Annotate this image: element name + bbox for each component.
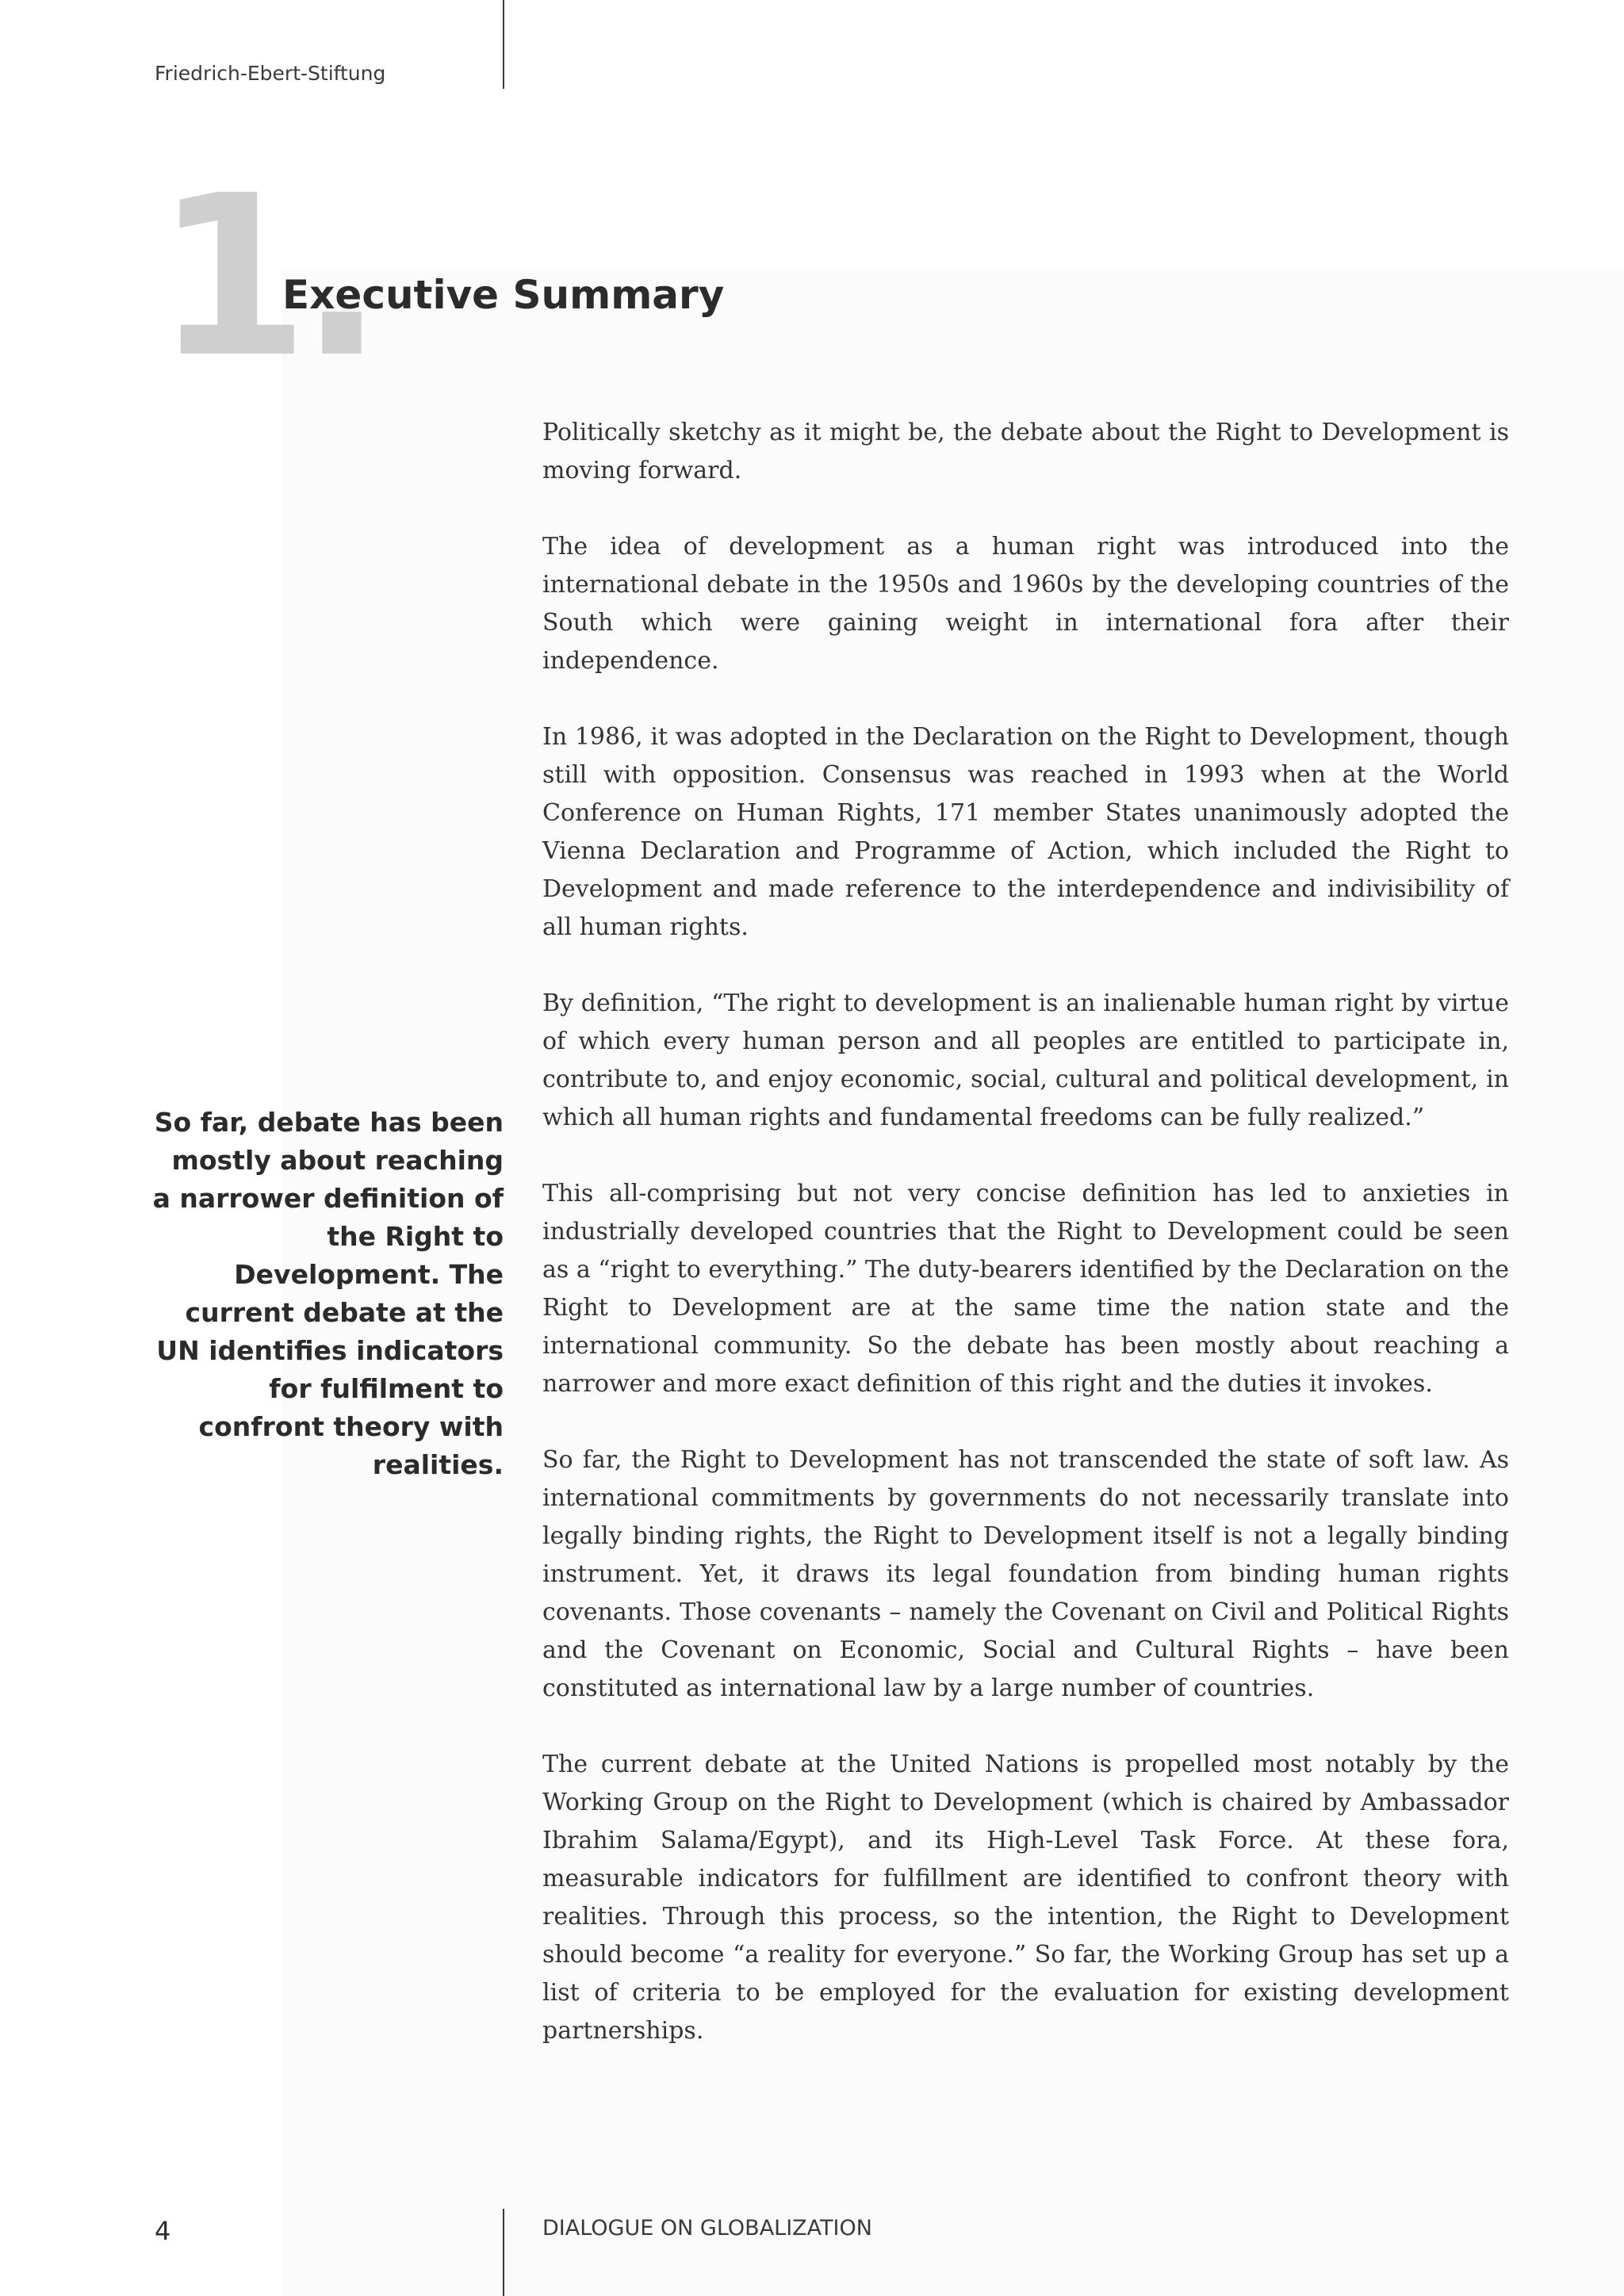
footer-series-title: DIALOGUE ON GLOBALIZATION xyxy=(542,2216,872,2241)
body-text xyxy=(542,414,1509,2088)
paragraph: Politically sketchy as it might be, the debate about the Right to Development is moving forward. xyxy=(542,419,1509,484)
page-number: 4 xyxy=(155,2216,171,2246)
footer-divider xyxy=(503,2209,504,2296)
paragraph: In 1986, it was adopted in the Declaration on the Right to Development, though still with opposition. Consensus was reached in 1993 when at the World Conference on Human Rights, 171 member States unanimously adopted the Vienna Declaration and Programme of Action, which included the Right to Development and made reference to the interdependence and indivisibility of all human rights. xyxy=(542,723,1509,941)
header-brand: Friedrich-Ebert-Stiftung xyxy=(155,62,386,85)
sidebar-pull-quote: So far, debate has been mostly about reaching a narrower definition of the Right to Development. The current debate at the UN identifies indicators for fulfilment to confront theory with realities. xyxy=(152,1107,504,1480)
chapter-number: 1. xyxy=(155,148,375,407)
chapter-title: Executive Summary xyxy=(282,272,725,318)
paragraph: So far, the Right to Development has not transcended the state of soft law. As international commitments by governments do not necessarily translate into legally binding rights, the Right to Development itself is not a legally binding instrument. Yet, it draws its legal foundation from binding human rights covenants. Those covenants – namely the Covenant on Civil and Political Rights and the Covenant on Economic, Social and Cultural Rights – have been constituted as international law by a large number of countries. xyxy=(542,1446,1509,1702)
paragraph: The idea of development as a human right was introduced into the international debate in the 1950s and 1960s by the developing countries of the South which were gaining weight in international fora after their independence. xyxy=(542,533,1509,675)
header-divider xyxy=(503,0,504,89)
paragraph: This all-comprising but not very concise definition has led to anxieties in industrially developed countries that the Right to Development could be seen as a “right to everything.” The duty-bearers identified by the Declaration on the Right to Development are at the same time the nation state and the international community. So the debate has been mostly about reaching a narrower and more exact definition of this right and the duties it invokes. xyxy=(542,1180,1509,1398)
paragraph: By definition, “The right to development is an inalienable human right by virtue of which every human person and all peoples are entitled to participate in, contribute to, and enjoy economic, social, cultural and political development, in which all human rights and fundamental freedoms can be fully realized.” xyxy=(542,989,1509,1131)
paragraph: The current debate at the United Nations is propelled most notably by the Working Group on the Right to Development (which is chaired by Ambassador Ibrahim Salama/Egypt), and its High-Level Task Force. At these fora, measurable indicators for fulfillment are identified to confront theory with realities. Through this process, so the intention, the Right to Development should become “a reality for everyone.” So far, the Working Group has set up a list of criteria to be employed for the evaluation for existing development partnerships. xyxy=(542,1751,1509,2045)
